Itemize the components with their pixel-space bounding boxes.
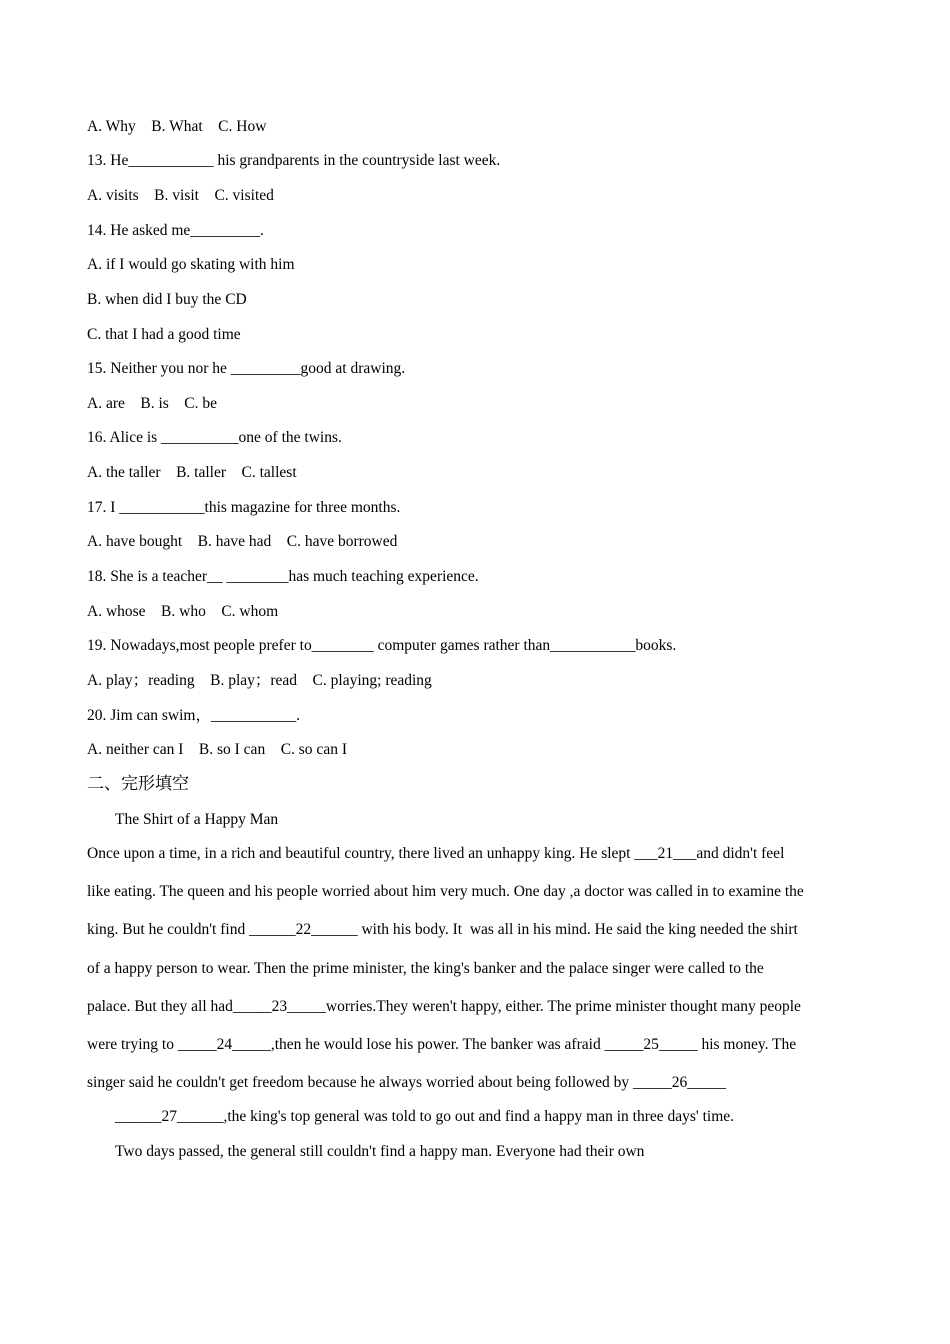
passage-text: his money. The [697, 1036, 797, 1053]
q14-option-c: C. that I had a good time [87, 326, 241, 343]
blank-24: _____24_____ [177, 1036, 271, 1053]
passage-text: king. But he couldn't find [87, 921, 250, 938]
blank-22: ______22______ [249, 921, 358, 938]
q16-stem: 16. Alice is __________one of the twins. [87, 429, 342, 446]
q19-options: A. play；reading B. play；read C. playing; reading [87, 672, 432, 689]
passage-line: of a happy person to wear. Then the prime minister, the king's banker and the palace singer were called to the [87, 960, 764, 977]
passage-line [87, 1073, 726, 1093]
q14-option-a: A. if I would go skating with him [87, 256, 295, 273]
q18-stem: 18. She is a teacher__ ________has much teaching experience. [87, 568, 479, 585]
q16-options: A. the taller B. taller C. tallest [87, 464, 297, 481]
passage-line [87, 844, 784, 864]
q13-stem: 13. He___________ his grandparents in the countryside last week. [87, 152, 501, 169]
q14-option-b: B. when did I buy the CD [87, 291, 247, 308]
passage-text: and didn't feel [696, 845, 785, 862]
q15-options: A. are B. is C. be [87, 395, 218, 412]
blank-25: _____25_____ [604, 1036, 698, 1053]
passage-title: The Shirt of a Happy Man [115, 811, 279, 828]
passage-line: like eating. The queen and his people worried about him very much. One day ,a doctor was called in to examine the [87, 883, 804, 900]
q18-options: A. whose B. who C. whom [87, 603, 279, 620]
q14-stem: 14. He asked me_________. [87, 222, 264, 239]
passage-line [87, 997, 801, 1017]
passage-line [115, 1107, 734, 1127]
q17-stem: 17. I ___________this magazine for three months. [87, 499, 401, 516]
blank-21: ___21___ [634, 845, 697, 862]
q15-stem: 15. Neither you nor he _________good at drawing. [87, 360, 406, 377]
passage-line [87, 920, 798, 940]
q20-options: A. neither can I B. so I can C. so can I [87, 741, 347, 758]
passage-text: were trying to [87, 1036, 178, 1053]
q13-options: A. visits B. visit C. visited [87, 187, 274, 204]
passage-text: worries.They weren't happy, either. The prime minister thought many people [325, 998, 801, 1015]
passage-text: singer said he couldn't get freedom because he always worried about being followed by [87, 1074, 633, 1091]
passage-line [87, 1035, 796, 1055]
passage-text: ,the king's top general was told to go out and find a happy man in three days' time. [223, 1108, 735, 1125]
passage-text: with his body. It was all in his mind. He said the king needed the shirt [357, 921, 798, 938]
q20-stem: 20. Jim can swim，___________. [87, 707, 301, 724]
q17-options: A. have bought B. have had C. have borrowed [87, 533, 398, 550]
passage-text: Once upon a time, in a rich and beautiful country, there lived an unhappy king. He slept [87, 845, 635, 862]
q12-options: A. Why B. What C. How [87, 118, 267, 135]
passage-text: palace. But they all had [87, 998, 233, 1015]
blank-23: _____23_____ [232, 998, 326, 1015]
passage-text: ,then he would lose his power. The banker was afraid [270, 1036, 605, 1053]
passage-line: Two days passed, the general still couldn't find a happy man. Everyone had their own [115, 1143, 645, 1160]
section-heading: 二、完形填空 [87, 774, 189, 794]
blank-27: ______27______ [115, 1108, 224, 1125]
q19-stem: 19. Nowadays,most people prefer to________ computer games rather than___________books. [87, 637, 677, 654]
blank-26: _____26_____ [632, 1074, 726, 1091]
